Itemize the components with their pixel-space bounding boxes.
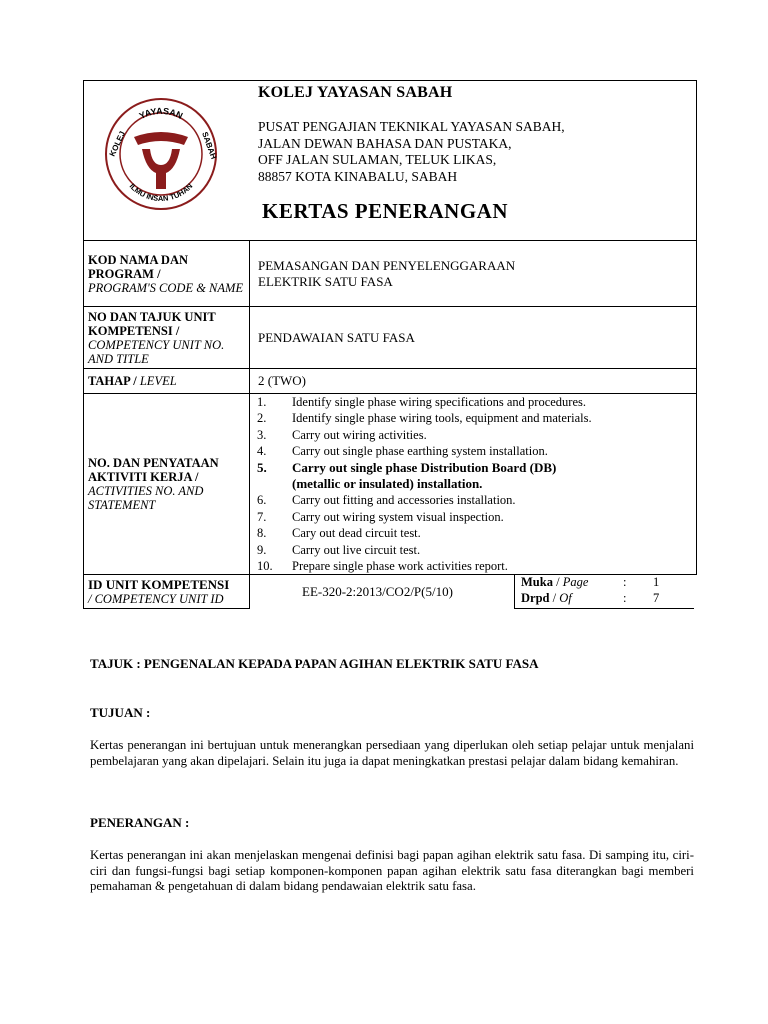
level-row xyxy=(84,369,697,394)
activities-row xyxy=(84,394,697,575)
page-label-bold: Muka xyxy=(521,575,553,590)
list-item xyxy=(250,427,692,443)
item-number: 5. xyxy=(257,459,267,475)
list-item xyxy=(250,460,692,493)
logo-top-text: YAYASAN xyxy=(137,105,185,122)
activities-label-italic: ACTIVITIES NO. AND STATEMENT xyxy=(88,484,204,513)
page-row: Muka / Page : 1 xyxy=(521,575,660,590)
info-table xyxy=(83,240,697,609)
list-item xyxy=(250,542,692,558)
address-line: OFF JALAN SULAMAN, TELUK LIKAS, xyxy=(258,152,497,167)
unit-row xyxy=(84,307,697,369)
list-item xyxy=(250,443,692,459)
logo-right-text: SABAH xyxy=(200,130,219,161)
list-item xyxy=(250,509,692,525)
unit-label-italic: COMPETENCY UNIT NO. AND TITLE xyxy=(88,337,225,366)
page-label-italic: Page xyxy=(562,575,589,590)
program-row xyxy=(84,241,697,307)
of-label-italic: Of xyxy=(559,591,572,606)
list-item xyxy=(250,410,692,426)
program-label-bold: KOD NAMA DAN PROGRAM / xyxy=(88,252,188,281)
college-name: KOLEJ YAYASAN SABAH xyxy=(258,84,453,101)
of-colon: : xyxy=(623,591,627,606)
unit-id-value: EE-320-2:2013/CO2/P(5/10) xyxy=(302,584,453,600)
page-colon: : xyxy=(623,575,627,590)
item-text: Carry out wiring system visual inspection. xyxy=(292,509,504,524)
unit-label-bold: NO DAN TAJUK UNIT KOMPETENSI / xyxy=(88,309,216,338)
of-row: Drpd / Of : 7 xyxy=(521,591,660,606)
unit-id-label-bold: ID UNIT KOMPETENSI xyxy=(88,576,230,592)
item-number: 10. xyxy=(257,559,273,574)
item-text: Identify single phase wiring specifications and procedures. xyxy=(292,395,587,409)
page-info xyxy=(514,574,694,609)
program-value xyxy=(250,241,697,307)
document-header xyxy=(83,80,697,241)
item-text xyxy=(292,460,556,493)
item-text: Identify single phase wiring tools, equipment and materials. xyxy=(292,411,592,426)
program-label-italic: PROGRAM'S CODE & NAME xyxy=(88,280,244,295)
level-label-italic: LEVEL xyxy=(139,374,177,388)
tujuan-heading: TUJUAN : xyxy=(90,705,151,720)
unit-id-cell xyxy=(250,575,697,609)
item-number: 4. xyxy=(257,444,267,459)
of-label-bold: Drpd xyxy=(521,591,550,606)
item-text: Carry out live circuit test. xyxy=(292,542,421,557)
total-pages: 7 xyxy=(653,591,660,606)
unit-label xyxy=(84,307,250,369)
document-title: KERTAS PENERANGAN xyxy=(262,199,508,223)
unit-id-row xyxy=(84,575,697,609)
unit-id-label xyxy=(84,575,250,609)
level-value: 2 (TWO) xyxy=(250,369,697,394)
item-text-line: Carry out single phase Distribution Board (DB) xyxy=(292,459,557,475)
list-item xyxy=(250,492,692,508)
level-label-bold: TAHAP / xyxy=(88,374,137,388)
list-item xyxy=(250,525,692,541)
college-address xyxy=(258,119,565,185)
page-number: 1 xyxy=(653,575,660,590)
item-number: 2. xyxy=(257,411,267,426)
activities-label-bold: NO. DAN PENYATAAN AKTIVITI KERJA / xyxy=(88,456,219,485)
list-item xyxy=(250,394,692,410)
penerangan-paragraph: Kertas penerangan ini akan menjelaskan mengenai definisi bagi papan agihan elektrik satu fasa. Di samping itu, ciri-ciri dan fungsi-fungsi bagi setiap komponen-komponen papan agihan elektrik satu fasa diterangkan bagi memberi pemahaman & pengetahuan di dalam bidang pendawaian elektrik satu fasa. xyxy=(90,848,694,893)
item-text: Carry out single phase earthing system installation. xyxy=(292,444,548,459)
logo-bottom-text: ILMU INSAN TUHAN xyxy=(127,181,195,204)
penerangan-heading: PENERANGAN : xyxy=(90,815,190,830)
item-text: Carry out fitting and accessories installation. xyxy=(292,493,516,508)
item-text: Cary out dead circuit test. xyxy=(292,526,421,541)
topic-heading: TAJUK : PENGENALAN KEPADA PAPAN AGIHAN ELEKTRIK SATU FASA xyxy=(90,656,539,671)
item-text: Carry out wiring activities. xyxy=(292,427,427,442)
item-number: 6. xyxy=(257,493,267,508)
program-value-line: ELEKTRIK SATU FASA xyxy=(258,273,393,289)
program-label xyxy=(84,241,250,307)
logo-left-text: KOLEJ xyxy=(107,129,128,158)
item-number: 7. xyxy=(257,509,267,524)
svg-text:YAYASAN xyxy=(138,106,185,121)
item-text-line: (metallic or insulated) installation. xyxy=(292,476,483,492)
program-value-line: PEMASANGAN DAN PENYELENGGARAAN xyxy=(258,257,516,273)
item-text: Prepare single phase work activities report. xyxy=(292,559,508,574)
activities-list xyxy=(250,394,692,574)
address-line: 88857 KOTA KINABALU, SABAH xyxy=(258,168,458,184)
item-number: 9. xyxy=(257,542,267,557)
item-number: 3. xyxy=(257,427,267,442)
address-line: JALAN DEWAN BAHASA DAN PUSTAKA, xyxy=(258,135,512,151)
activities-list-cell xyxy=(250,394,697,575)
level-label xyxy=(84,369,250,394)
item-number: 1. xyxy=(257,395,267,409)
item-number: 8. xyxy=(257,526,267,541)
tujuan-paragraph: Kertas penerangan ini bertujuan untuk menerangkan persediaan yang diperlukan oleh setiap pelajar untuk menjalani pembelajaran yang akan dipelajari. Selain itu juga ia dapat meningkatkan prestasi pelajar dalam bidang kemahiran. xyxy=(90,738,694,768)
college-logo xyxy=(104,97,219,212)
address-line: PUSAT PENGAJIAN TEKNIKAL YAYASAN SABAH, xyxy=(258,119,565,134)
activities-label xyxy=(84,394,250,575)
unit-value: PENDAWAIAN SATU FASA xyxy=(250,307,697,369)
list-item xyxy=(250,558,692,574)
unit-id-label-italic: / COMPETENCY UNIT ID xyxy=(88,591,224,606)
